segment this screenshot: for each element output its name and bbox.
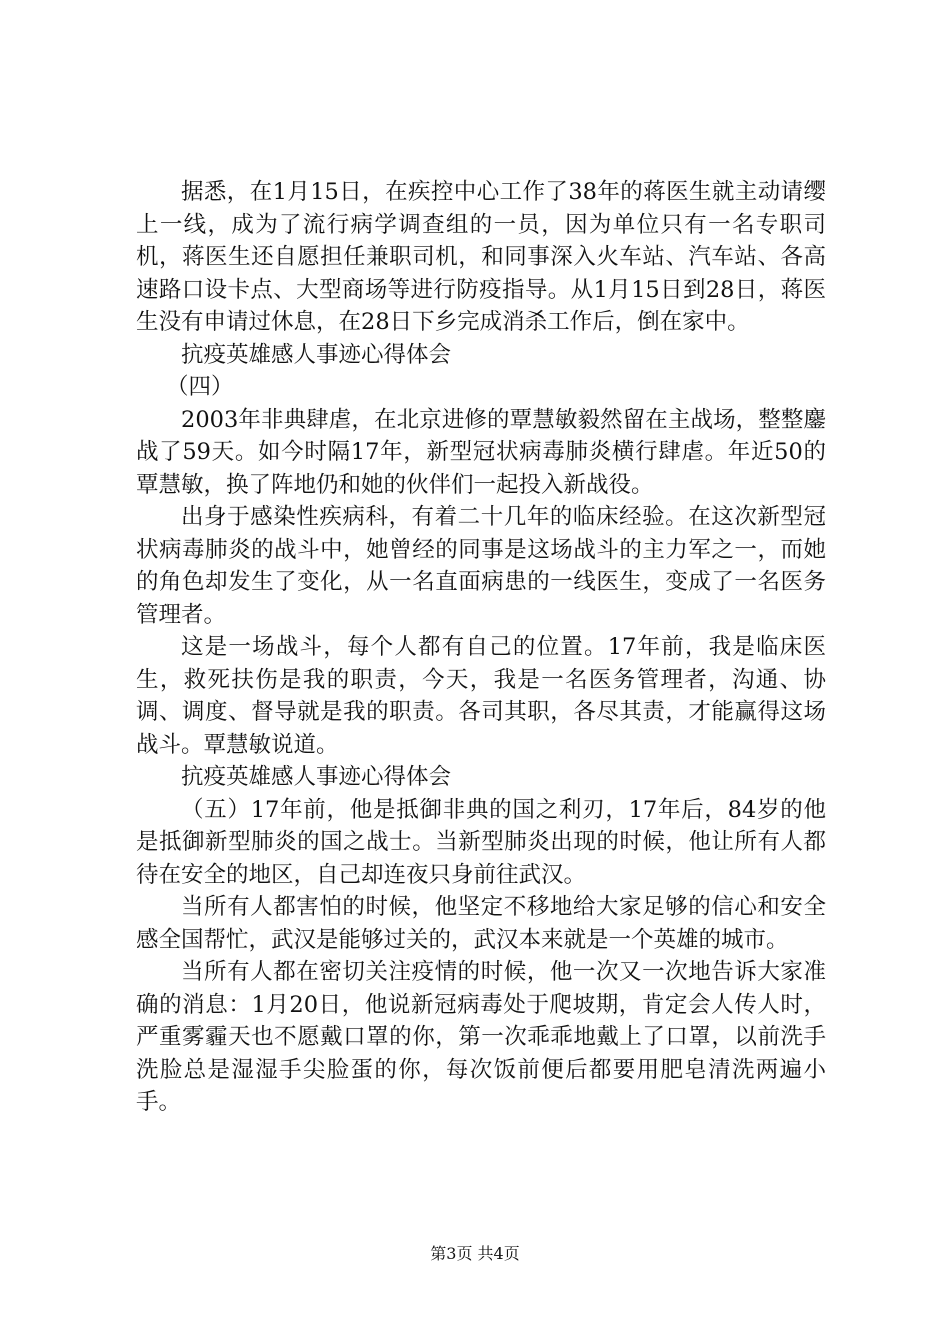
paragraph: 2003年非典肆虐，在北京进修的覃慧敏毅然留在主战场，整整鏖战了59天。如今时隔17年，新型冠状病毒肺炎横行肆虐。年近50的覃慧敏，换了阵地仍和她的伙伴们一起投入新战役。 [136,406,826,498]
paragraph: 当所有人都害怕的时候，他坚定不移地给大家足够的信心和安全感全国帮忙，武汉是能够过关的，武汉本来就是一个英雄的城市。 [136,894,826,953]
section-number: （四） [166,374,234,400]
document-body [136,176,826,1119]
section-heading: 抗疫英雄感人事迹心得体会 [181,764,452,790]
paragraph: 出身于感染性疾病科，有着二十几年的临床经验。在这次新型冠状病毒肺炎的战斗中，她曾经的同事是这场战斗的主力军之一，而她的角色却发生了变化，从一名直面病患的一线医生，变成了一名医务管理者。 [136,504,826,628]
section-heading: 抗疫英雄感人事迹心得体会 [181,341,452,368]
paragraph: 这是一场战斗，每个人都有自己的位置。17年前，我是临床医生，救死扶伤是我的职责，今天，我是一名医务管理者，沟通、协调、调度、督导就是我的职责。各司其职，各尽其责，才能赢得这场战斗。覃慧敏说道。 [136,634,826,758]
paragraph: 据悉，在1月15日，在疾控中心工作了38年的蒋医生就主动请缨上一线，成为了流行病学调查组的一员，因为单位只有一名专职司机，蒋医生还自愿担任兼职司机，和同事深入火车站、汽车站、各高速路口设卡点、大型商场等进行防疫指导。从1月15日到28日，蒋医生没有申请过休息，在28日下乡完成消杀工作后，倒在家中。 [136,179,826,335]
paragraph: 当所有人都在密切关注疫情的时候，他一次又一次地告诉大家准确的消息：1月20日，他说新冠病毒处于爬坡期，肯定会人传人时，严重雾霾天也不愿戴口罩的你，第一次乖乖地戴上了口罩，以前洗手洗脸总是湿湿手尖脸蛋的你，每次饭前便后都要用肥皂清洗两遍小手。 [136,959,826,1115]
page-footer [0,1244,950,1264]
paragraph: （五）17年前，他是抵御非典的国之利刃，17年后，84岁的他是抵御新型肺炎的国之战士。当新型肺炎出现的时候，他让所有人都待在安全的地区，自己却连夜只身前往武汉。 [136,796,826,888]
page-number: 第3页 共4页 [430,1244,520,1263]
